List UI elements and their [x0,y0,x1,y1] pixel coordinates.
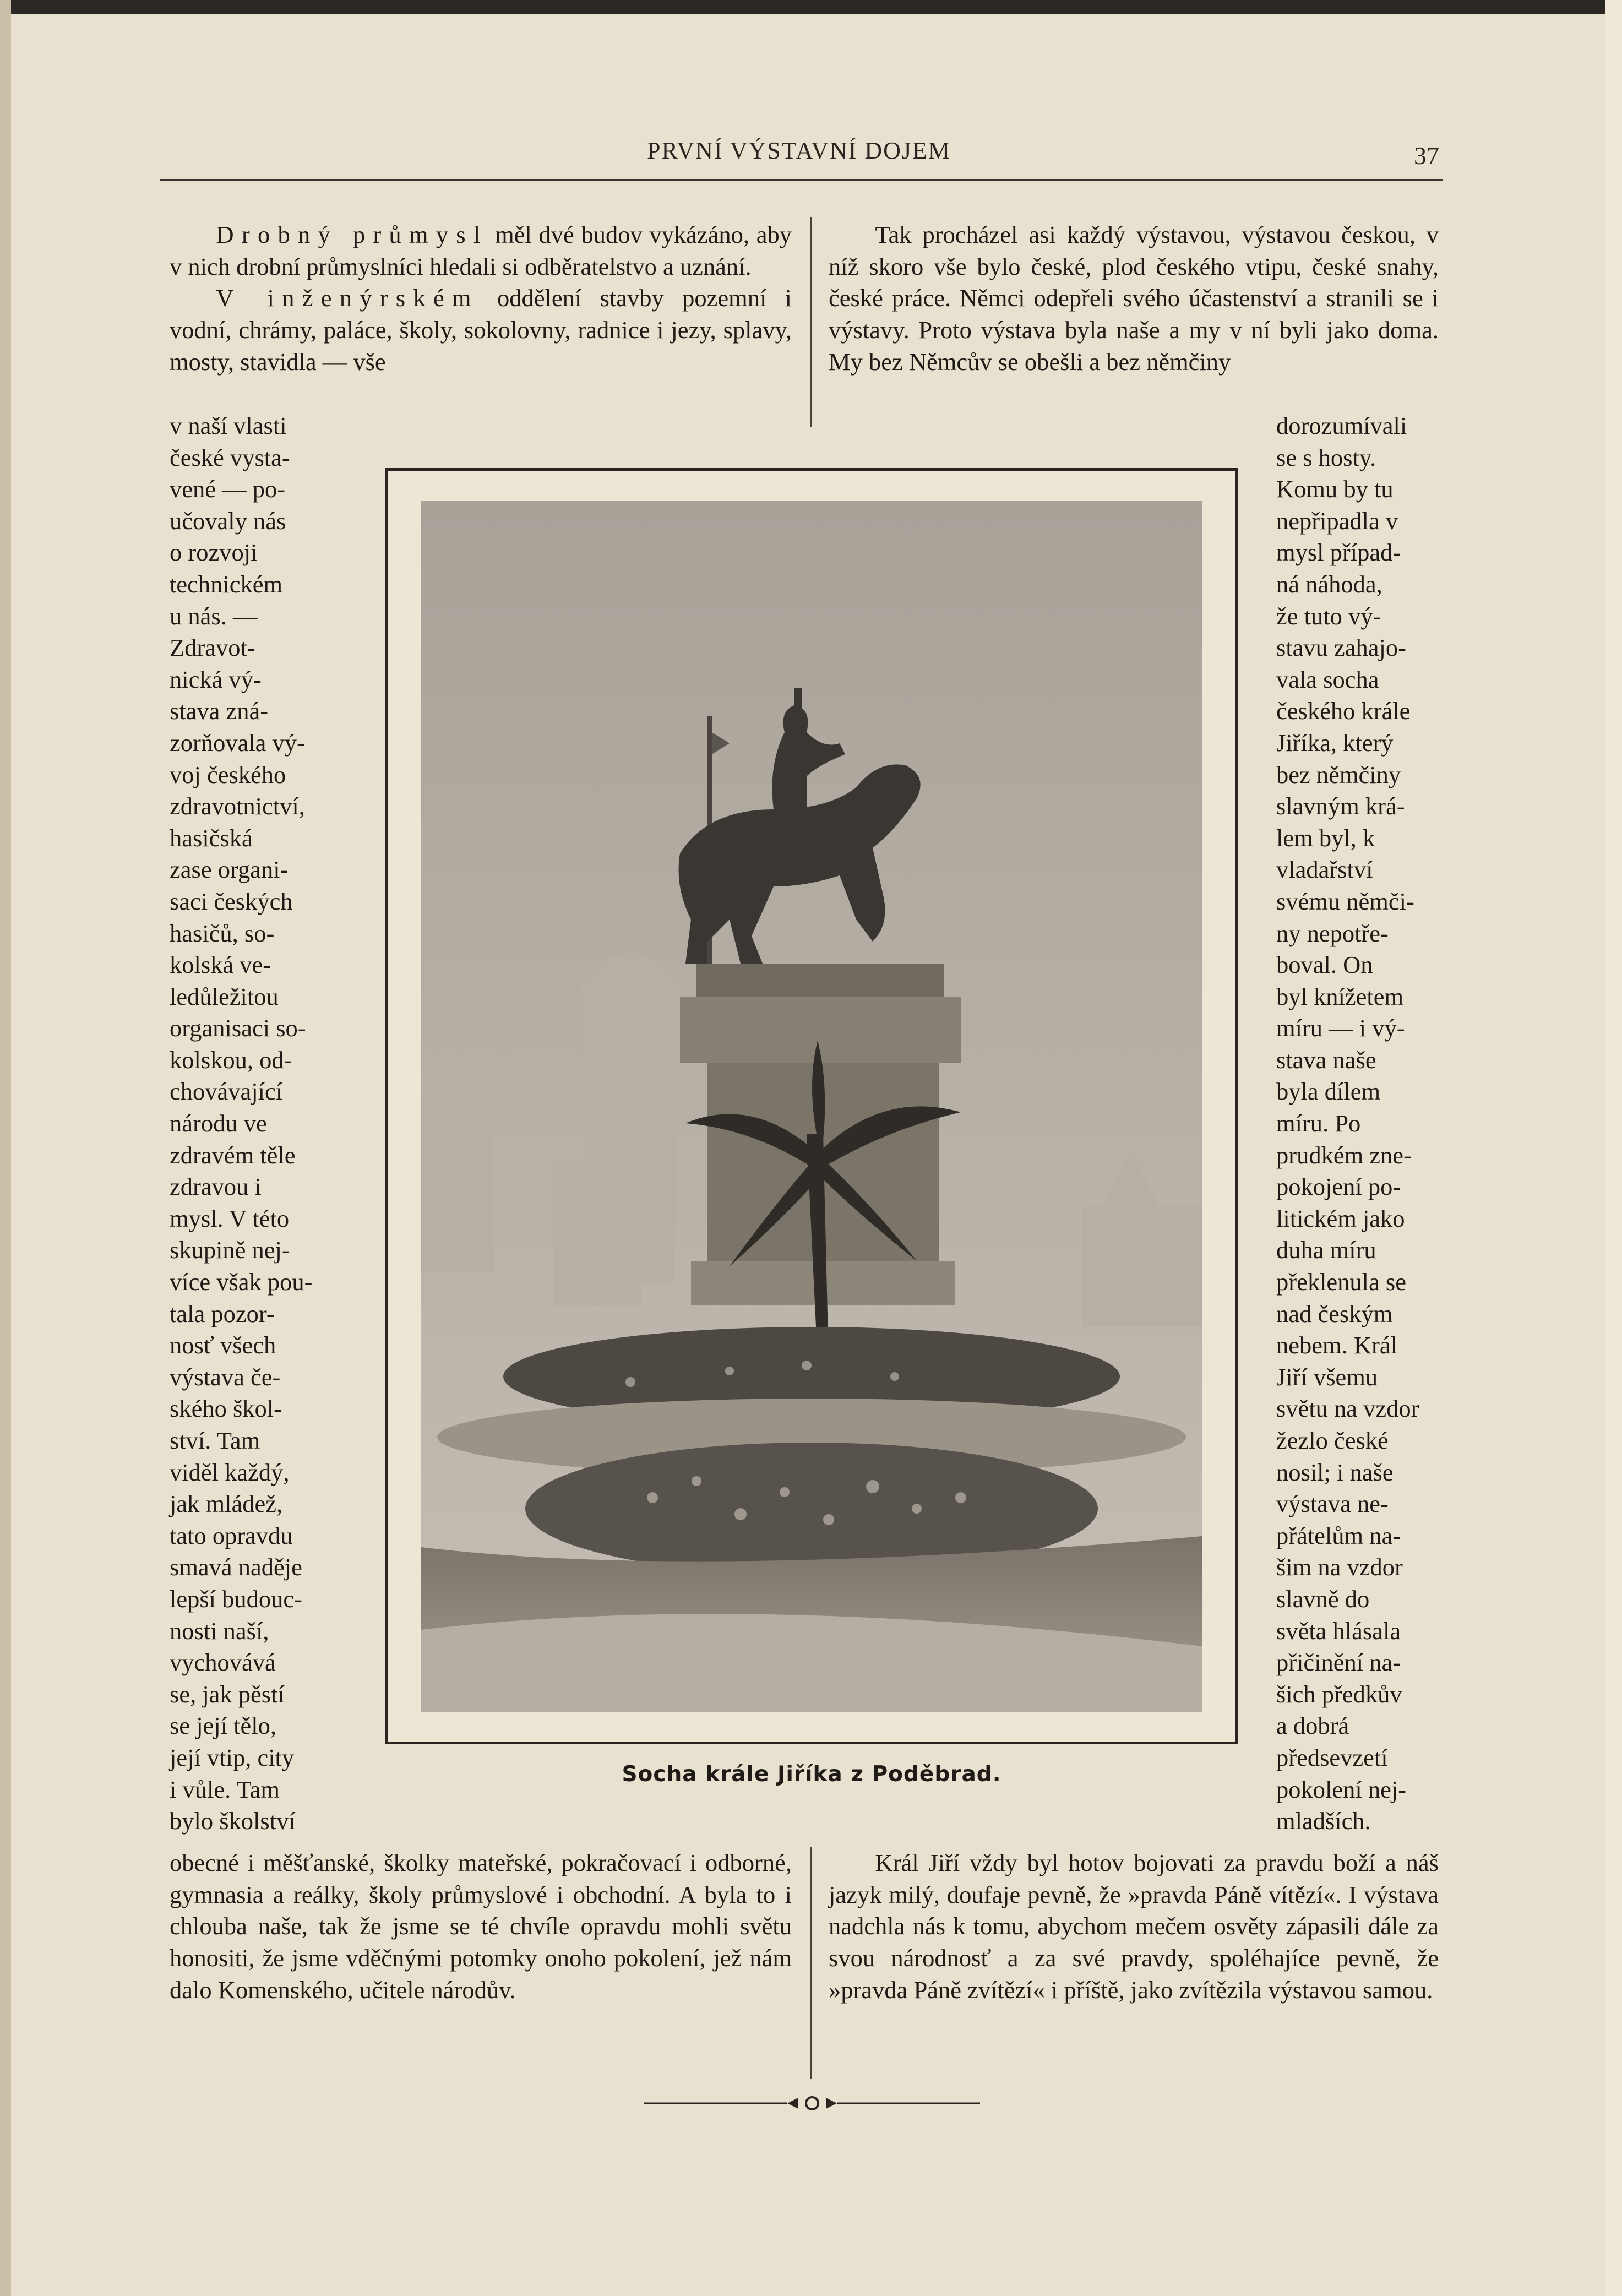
text-line: světa hlásala [1276,1617,1401,1645]
text-line: svému němči- [1276,887,1414,915]
text-line: nosť všech [170,1331,276,1359]
text-line: slavným krá- [1276,792,1405,820]
text-line: přičinění na- [1276,1648,1401,1677]
text-line: výstava ne- [1276,1490,1389,1518]
text-line: stava zná- [170,697,269,725]
left-column-bottom [170,1847,792,2006]
text-line: nad českým [1276,1299,1393,1327]
text-line: zdravém těle [170,1141,296,1169]
text-line: zdravou i [170,1173,262,1201]
text-line: mysl případ- [1276,538,1401,567]
text-line: ledůležitou [170,982,279,1010]
text-line: ství. Tam [170,1427,260,1454]
column-divider [810,217,812,427]
text-line: vychovává [170,1648,276,1677]
text-line: Jiříka, který [1276,728,1394,757]
text-line: výstava če- [170,1363,281,1391]
text-line: zorňovala vý- [170,728,305,757]
text-line: mladších. [1276,1807,1371,1835]
text-line: stava naše [1276,1046,1376,1074]
text-line: v naší vlasti [170,412,287,439]
text-line: ná náhoda, [1276,570,1382,598]
text-line: dorozumívali [1276,412,1407,439]
text-line: organisaci so- [170,1014,306,1042]
text-line: mysl. V této [170,1204,290,1232]
left-column-narrow [170,410,357,1837]
right-column-narrow [1276,410,1441,1837]
text-line: slavně do [1276,1585,1370,1613]
text-line: boval. On [1276,951,1373,979]
text-line: litickém jako [1276,1204,1405,1232]
text-line: a dobrá [1276,1712,1349,1740]
text-line: viděl každý, [170,1458,290,1486]
right-column-top [829,219,1439,378]
text-line: nosil; i naše [1276,1458,1394,1486]
text-line: že tuto vý- [1276,602,1381,630]
text-line: pokojení po- [1276,1173,1401,1201]
paragraph-text: Král Jiří vždy byl hotov bojovati za pravdu boží a náš jazyk milý, doufaje pevně, že »pravda Páně vítězí«. I výstava nadchla nás k tomu, abychom mečem osvěty zápasili dále za svou národnosť a za své pravdy, spoléhajíce pevně, že »pravda Páně zvítězí« i příště, jako zvítězila výstavou samou. [829,1849,1439,2004]
text-line: hasičská [170,824,253,852]
text-line: míru — i vý- [1276,1014,1405,1042]
text-line: Jiří všemu [1276,1363,1378,1391]
scan-left-edge [0,0,11,2296]
text-line: vené — po- [170,475,286,503]
text-line: českého krále [1276,697,1411,725]
text-line: i vůle. Tam [170,1775,280,1803]
text-line: ny nepotře- [1276,919,1389,947]
text-line: žezlo české [1276,1427,1389,1454]
text-line: české vysta- [170,443,290,471]
text-line: bylo školství [170,1807,296,1835]
text-line: se, jak pěstí [170,1680,285,1708]
text-line: lepší budouc- [170,1585,302,1613]
text-line: překlenula se [1276,1268,1406,1296]
text-line: o rozvoji [170,538,258,567]
text-line: nepřipadla v [1276,507,1398,535]
text-line: technickém [170,570,283,598]
page-number: 37 [1414,142,1439,170]
text-line: nebem. Král [1276,1331,1397,1359]
right-column-bottom [829,1847,1439,2006]
text-line: míru. Po [1276,1109,1361,1138]
paragraph-inzenyrske [170,282,792,378]
left-column-top [170,219,792,378]
paragraph-text: obecné i měšťanské, školky mateřské, pokračovací i odborné, gymnasia a reálky, školy průmyslové i obchodní. A byla to i chlouba naše, tak že jsme se té chvíle opravdu mohli světu honositi, že jsme vděčnými potomky onoho pokolení, jež nám dalo Komenského, učitele národův. [170,1849,792,2004]
text-line: Komu by tu [1276,475,1394,503]
text-line: předsevzetí [1276,1743,1388,1771]
text-line: Zdravot- [170,634,255,662]
spaced-heading: V inženýrském [216,284,479,312]
text-line: saci českých [170,887,293,915]
figure-caption: Socha krále Jiříka z Poděbrad. [622,1762,1001,1787]
text-line: zdravotnictví, [170,792,305,820]
header-rule [160,179,1443,181]
spaced-heading: Drobný průmysl [216,221,488,248]
text-line: stavu zahajo- [1276,634,1406,662]
text-line: voj českého [170,760,286,788]
equestrian-statue-photo [421,501,1202,1712]
text-line: ského škol- [170,1395,282,1423]
text-line: zase organi- [170,856,289,884]
text-line: učovaly nás [170,507,286,535]
text-line: více však pou- [170,1268,313,1296]
scan-right-edge [1605,0,1622,2296]
text-line: šich předkův [1276,1680,1402,1708]
text-line: se její tělo, [170,1712,277,1740]
text-line: smavá naděje [170,1553,302,1581]
text-line: jak mládež, [170,1490,283,1518]
text-line: kolská ve- [170,951,271,979]
text-line: chovávající [170,1078,283,1106]
text-line: vala socha [1276,665,1379,693]
text-line: národu ve [170,1109,267,1138]
text-line: světu na vzdor [1276,1395,1419,1423]
running-title: PRVNÍ VÝSTAVNÍ DOJEM [647,137,951,164]
text-line: se s hosty. [1276,443,1376,471]
text-line: prudkém zne- [1276,1141,1412,1169]
text-line: vladařství [1276,856,1373,884]
text-line: přátelům na- [1276,1521,1401,1549]
text-line: byl knížetem [1276,982,1404,1010]
scan-top-edge [0,0,1622,14]
paragraph-text: měl dvé budov vykázáno, aby v nich drobní průmyslníci hledali si odběratelstvo a uznání. [170,221,792,280]
text-line: nická vý- [170,665,262,693]
text-line: u nás. — [170,602,258,630]
paragraph-text: Tak procházel asi každý výstavou, výstavou českou, v níž skoro vše bylo české, plod českého vtipu, české snahy, české práce. Němci odepřeli svého účastenství a stranili se i výstavy. Proto výstava byla naše a my v ní byli jako doma. My bez Němcův se obešli a bez němčiny [829,221,1439,376]
text-line: duha míru [1276,1236,1376,1264]
text-line: kolskou, od- [170,1046,292,1074]
column-divider [810,1847,812,2079]
text-line: nosti naší, [170,1617,269,1645]
text-line: šim na vzdor [1276,1553,1403,1581]
text-line: tala pozor- [170,1299,275,1327]
ornament-divider [644,2092,980,2114]
text-line: její vtip, city [170,1743,295,1771]
text-line: byla dílem [1276,1078,1381,1106]
text-line: pokolení nej- [1276,1775,1407,1803]
paragraph-drobny-prumysl [170,219,792,282]
text-line: hasičů, so- [170,919,275,947]
text-line: lem byl, k [1276,824,1375,852]
paragraph-text: oddělení stavby pozemní i vodní, chrámy, paláce, školy, sokolovny, radnice i jezy, splavy, mosty, stavidla — vše [170,284,792,376]
text-line: tato opravdu [170,1521,293,1549]
text-line: bez němčiny [1276,760,1401,788]
text-line: skupině nej- [170,1236,290,1264]
